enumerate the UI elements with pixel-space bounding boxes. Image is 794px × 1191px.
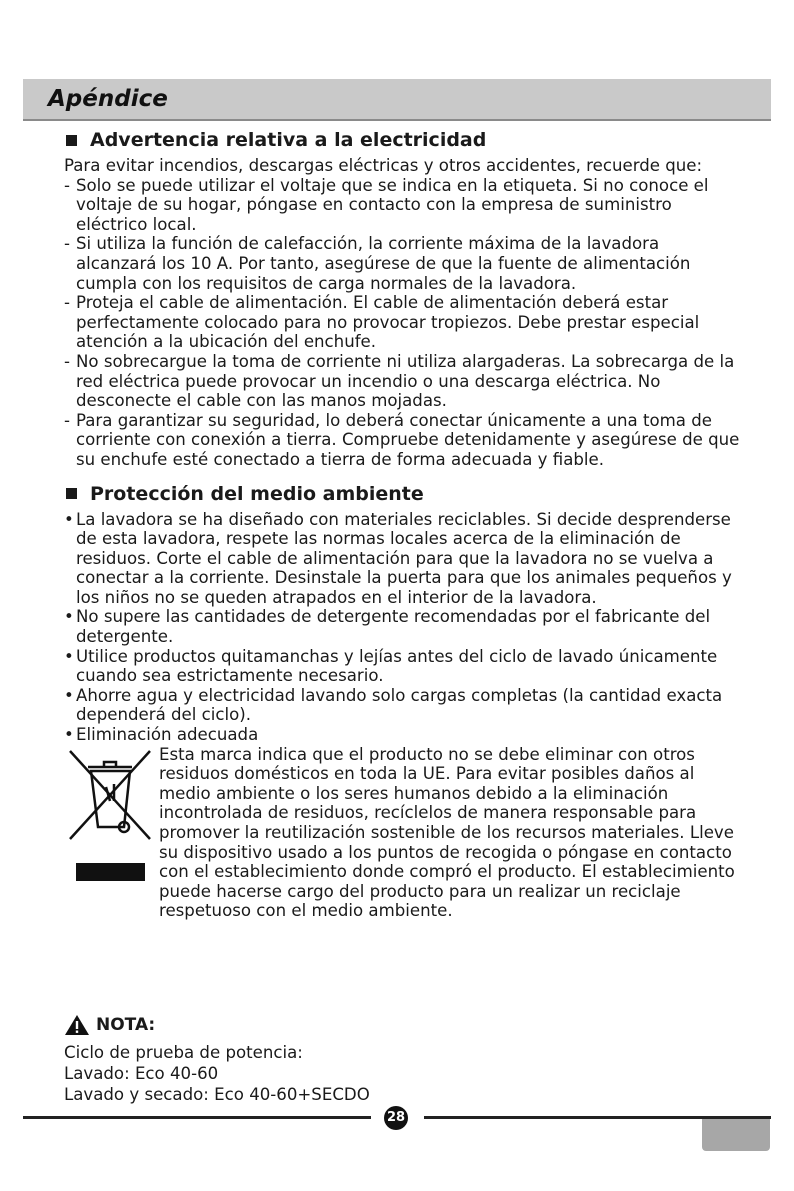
weee-block	[64, 745, 740, 957]
bullet-marker: •	[64, 646, 74, 666]
list-item	[64, 686, 740, 725]
dash-marker: -	[64, 234, 70, 254]
section-title-electricity	[64, 128, 740, 152]
list-item	[64, 510, 740, 608]
list-item-text: La lavadora se ha diseñado con materiales reciclables. Si decide desprenderse de esta lavadora, respete las normas locales acerca de la eliminación de residuos. Corte el cable de alimentación para que la lavadora no se vuelva a conectar a la corriente. Desinstale la puerta para que los animales pequeños y los niños no se queden atrapados en el interior de la lavadora.	[76, 509, 732, 607]
list-item-text: Para garantizar su seguridad, lo deberá conectar únicamente a una toma de corriente con conexión a tierra. Compruebe detenidamente y asegúrese de que su enchufe esté conectado a tierra de forma adecuada y fiable.	[76, 410, 740, 469]
list-item	[64, 411, 740, 470]
list-item	[64, 607, 740, 646]
list-item-text: Ahorre agua y electricidad lavando solo cargas completas (la cantidad exacta dependerá del ciclo).	[76, 685, 723, 725]
list-item-text: No supere las cantidades de detergente recomendadas por el fabricante del detergente.	[76, 607, 711, 647]
environment-list	[64, 510, 740, 745]
header-divider	[23, 119, 771, 121]
intro-text: Para evitar incendios, descargas eléctricas y otros accidentes, recuerde que:	[64, 156, 703, 175]
bullet-marker: •	[64, 607, 74, 627]
list-item	[64, 725, 740, 745]
bullet-marker: •	[64, 725, 74, 745]
list-item	[64, 647, 740, 686]
list-item-text: Proteja el cable de alimentación. El cable de alimentación deberá estar perfectamente colocado para no provocar tropiezos. Debe prestar especial atención a la ubicación del enchufe.	[76, 293, 700, 352]
list-item	[64, 176, 740, 235]
section-title-text: Advertencia relativa a la electricidad	[90, 129, 487, 151]
dash-marker: -	[64, 410, 70, 430]
note-line: Lavado: Eco 40-60	[64, 1064, 219, 1083]
page-title: Apéndice	[48, 86, 168, 112]
note-title: NOTA:	[96, 1015, 156, 1035]
list-item-text: No sobrecargue la toma de corriente ni utiliza alargaderas. La sobrecarga de la red eléctrica puede provocar un incendio o una descarga eléctrica. No desconecte el cable con las manos mojadas.	[76, 351, 735, 411]
main-content	[64, 128, 740, 957]
dash-marker: -	[64, 175, 70, 195]
bullet-marker: •	[64, 685, 74, 705]
list-item-text: Si utiliza la función de calefacción, la corriente máxima de la lavadora alcanzará los 10 A. Por tanto, asegúrese de que la fuente de alimentación cumpla con los requisitos de carga normales de la lavadora.	[76, 234, 691, 293]
note-block	[64, 1014, 370, 1106]
footer-divider-left	[23, 1116, 371, 1119]
list-item-text: Eliminación adecuada	[76, 725, 259, 745]
page-number: 28	[384, 1106, 408, 1130]
page-tab	[702, 1119, 770, 1151]
dash-marker: -	[64, 293, 70, 313]
note-heading	[64, 1014, 370, 1036]
warning-triangle-icon	[64, 1014, 90, 1036]
square-bullet-icon	[66, 135, 77, 146]
list-item	[64, 352, 740, 411]
note-line: Ciclo de prueba de potencia:	[64, 1043, 303, 1062]
weee-date-bar	[76, 863, 145, 881]
section-title-text: Protección del medio ambiente	[90, 482, 424, 505]
list-item-text: Utilice productos quitamanchas y lejías antes del ciclo de lavado únicamente cuando sea estrictamente necesario.	[76, 646, 718, 686]
list-item	[64, 293, 740, 352]
bullet-marker: •	[64, 509, 74, 529]
square-bullet-icon	[66, 488, 77, 499]
electricity-list	[64, 176, 740, 470]
list-item-text: Solo se puede utilizar el voltaje que se indica en la etiqueta. Si no conoce el voltaje de su hogar, póngase en contacto con la empresa de suministro eléctrico local.	[76, 175, 709, 234]
section-title-environment	[64, 482, 740, 506]
dash-marker: -	[64, 351, 70, 371]
list-item	[64, 234, 740, 293]
weee-text: Esta marca indica que el producto no se debe eliminar con otros residuos domésticos en toda la UE. Para evitar posibles daños al medio ambiente o los seres humanos debido a la eliminación incontrolada de residuos, recíclelos de manera responsable para promover la reutilización sostenible de los recursos materiales. Lleve su dispositivo usado a los puntos de recogida o póngase en contacto con el establecimiento donde compró el producto. El establecimiento puede hacerse cargo del producto para un realizar un reciclaje respetuoso con el medio ambiente.	[159, 744, 735, 921]
note-line: Lavado y secado: Eco 40-60+SECDO	[64, 1085, 370, 1104]
crossed-out-wheelie-bin-icon	[66, 747, 154, 843]
